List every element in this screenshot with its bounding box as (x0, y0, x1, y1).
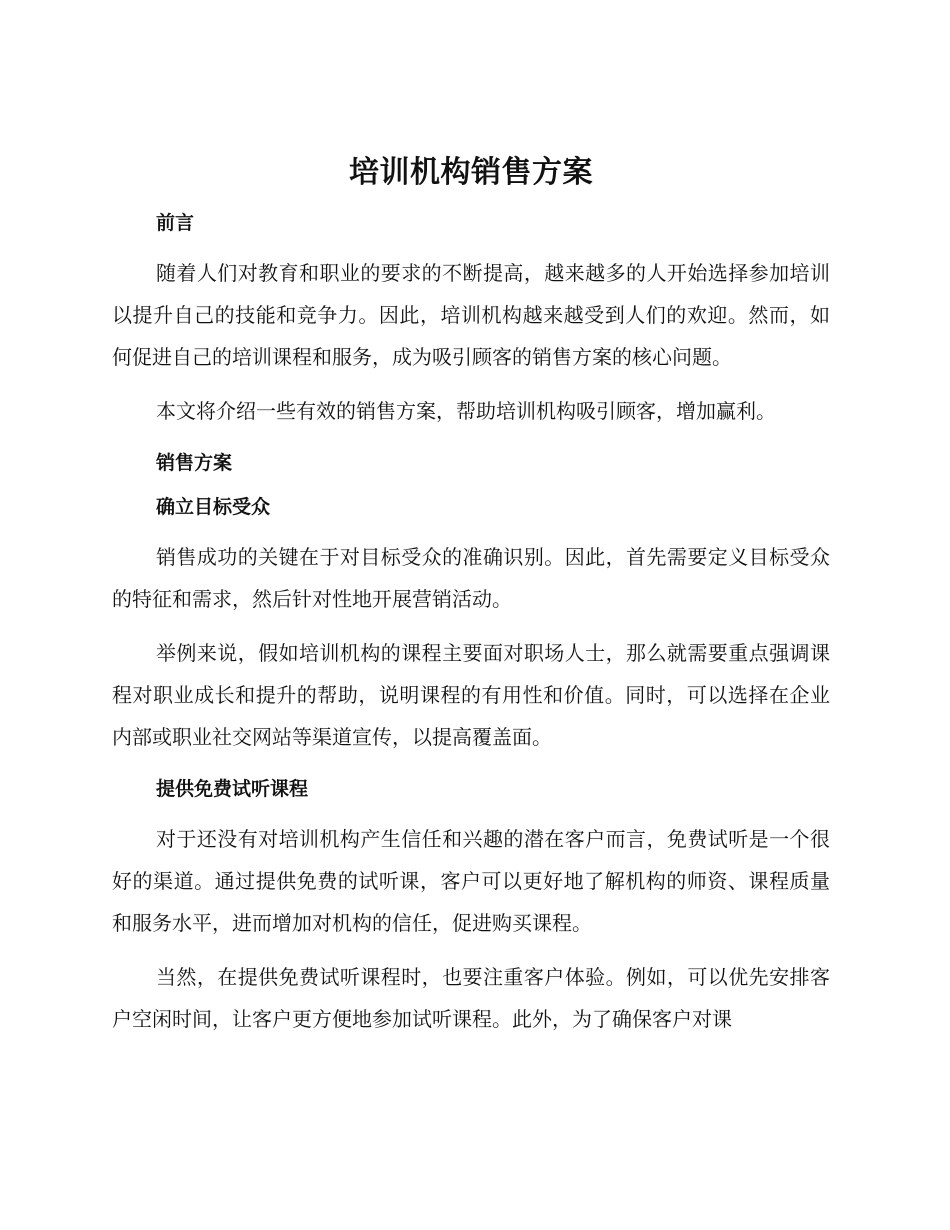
paragraph: 当然，在提供免费试听课程时，也要注重客户体验。例如，可以优先安排客户空闲时间，让客户更方便地参加试听课程。此外，为了确保客户对课 (112, 965, 830, 1031)
paragraph: 随着人们对教育和职业的要求的不断提高，越来越多的人开始选择参加培训以提升自己的技能和竞争力。因此，培训机构越来越受到人们的欢迎。然而，如何促进自己的培训课程和服务，成为吸引顾客的销售方案的核心问题。 (112, 261, 830, 369)
section-heading-preface: 前言 (156, 212, 195, 234)
paragraph: 销售成功的关键在于对目标受众的准确识别。因此，首先需要定义目标受众的特征和需求，然后针对性地开展营销活动。 (112, 545, 830, 611)
paragraph: 举例来说，假如培训机构的课程主要面对职场人士，那么就需要重点强调课程对职业成长和提升的帮助，说明课程的有用性和价值。同时，可以选择在企业内部或职业社交网站等渠道宣传，以提高覆盖面。 (112, 641, 830, 749)
section-heading-target-audience: 确立目标受众 (156, 496, 271, 518)
document-title: 培训机构销售方案 (349, 155, 593, 190)
section-heading-free-trial: 提供免费试听课程 (156, 778, 309, 800)
section-heading-sales-plan: 销售方案 (156, 452, 233, 474)
paragraph: 对于还没有对培训机构产生信任和兴趣的潜在客户而言，免费试听是一个很好的渠道。通过提供免费的试听课，客户可以更好地了解机构的师资、课程质量和服务水平，进而增加对机构的信任，促进购买课程。 (112, 827, 830, 935)
paragraph: 本文将介绍一些有效的销售方案，帮助培训机构吸引顾客，增加赢利。 (156, 399, 776, 423)
document-body (112, 148, 830, 1040)
